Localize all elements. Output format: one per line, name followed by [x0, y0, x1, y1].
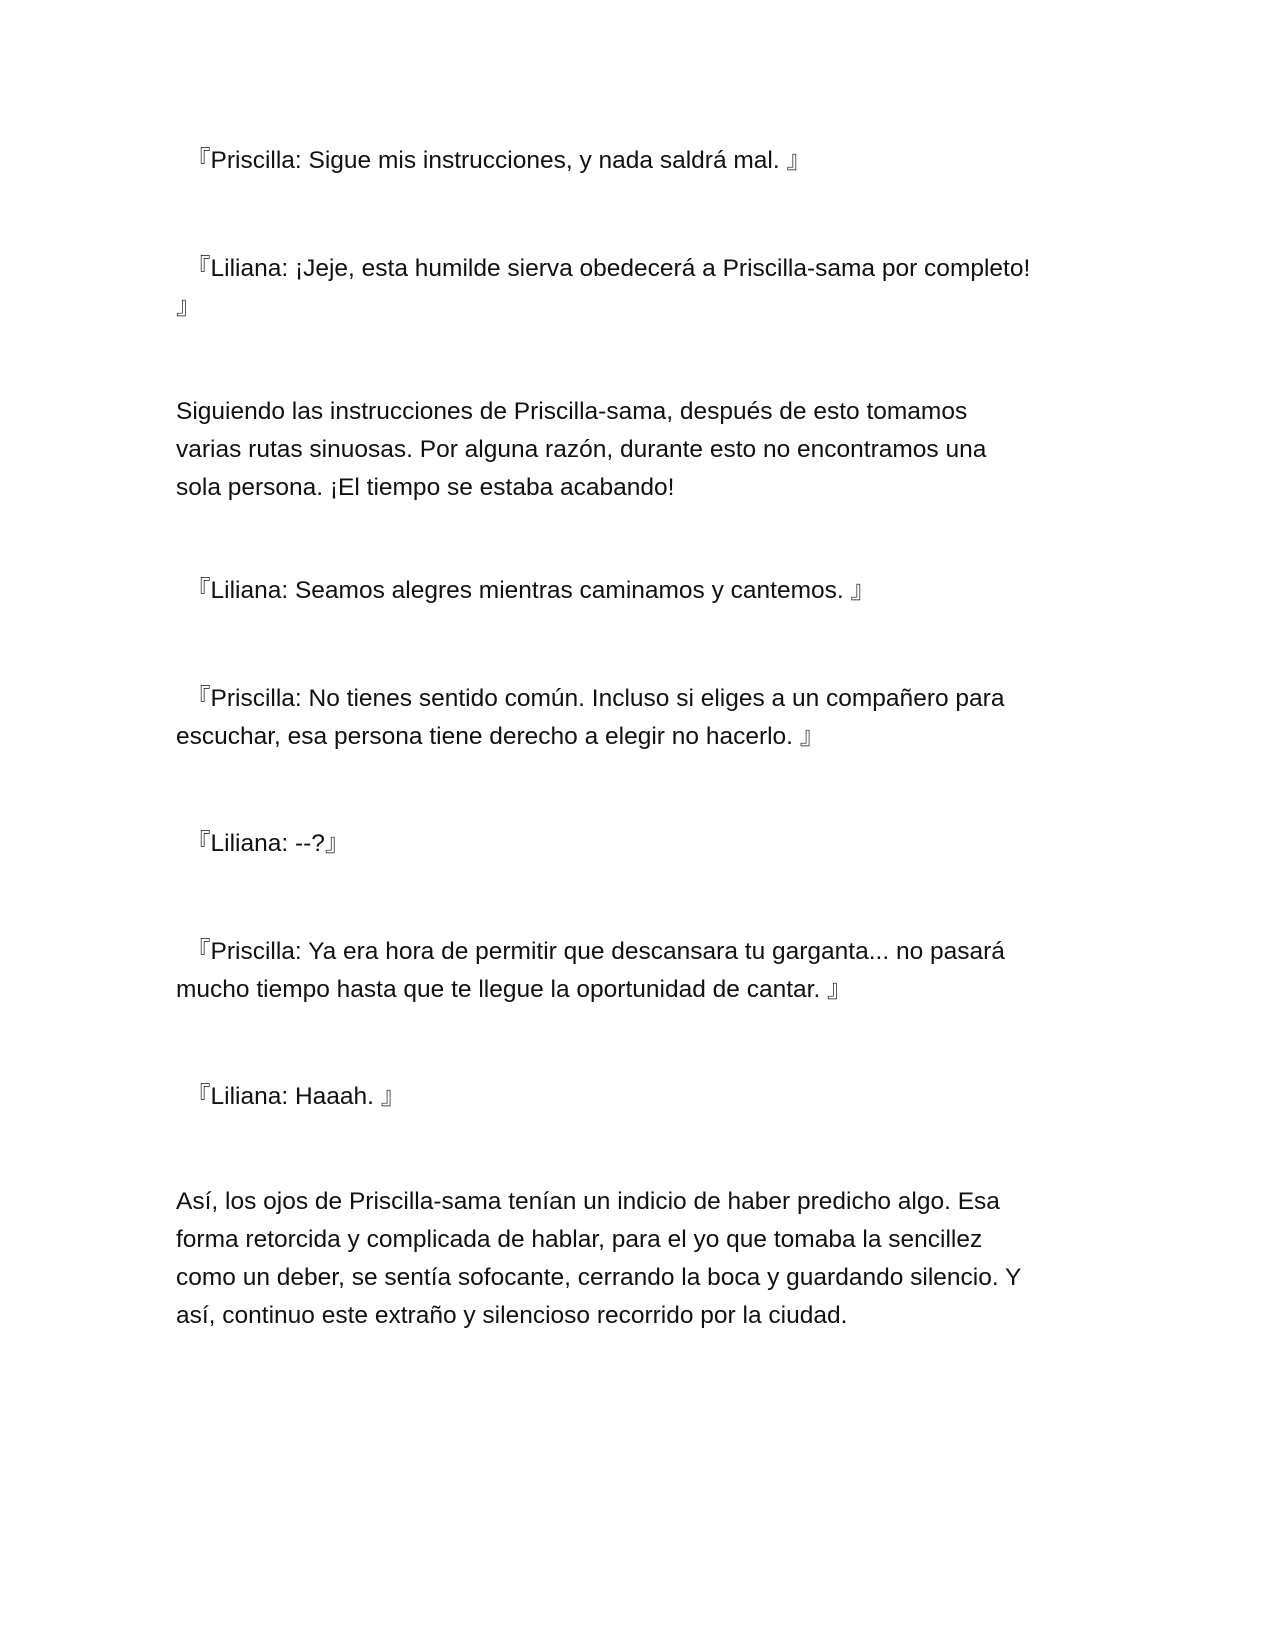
text-line: varias rutas sinuosas. Por alguna razón, durante esto no encontramos una — [176, 436, 987, 463]
text-line: así, continuo este extraño y silencioso recorrido por la ciudad. — [176, 1302, 848, 1329]
narration-paragraph-2 — [176, 1183, 1096, 1335]
text-line: 』 — [176, 293, 201, 320]
dialogue-liliana-4 — [176, 1078, 1096, 1116]
text-line: 『Liliana: Haaah. 』 — [186, 1083, 406, 1110]
dialogue-liliana-3 — [176, 825, 1096, 863]
dialogue-priscilla-1 — [176, 142, 1096, 180]
text-line: 『Priscilla: Ya era hora de permitir que descansara tu garganta... no pasará — [186, 938, 1005, 965]
dialogue-priscilla-3 — [176, 933, 1096, 1009]
text-line: Así, los ojos de Priscilla-sama tenían un indicio de haber predicho algo. Esa — [176, 1188, 1000, 1215]
dialogue-liliana-2 — [176, 572, 1096, 610]
text-line: 『Liliana: Seamos alegres mientras caminamos y cantemos. 』 — [186, 577, 876, 604]
text-line: forma retorcida y complicada de hablar, para el yo que tomaba la sencillez — [176, 1226, 983, 1253]
text-line: como un deber, se sentía sofocante, cerrando la boca y guardando silencio. Y — [176, 1264, 1022, 1291]
text-line: 『Priscilla: No tienes sentido común. Incluso si eliges a un compañero para — [186, 685, 1005, 712]
text-line: mucho tiempo hasta que te llegue la oportunidad de cantar. 』 — [176, 976, 852, 1003]
narration-paragraph-1 — [176, 393, 1096, 507]
text-line: 『Liliana: ¡Jeje, esta humilde sierva obedecerá a Priscilla-sama por completo! — [186, 255, 1031, 282]
text-line: 『Liliana: --?』 — [186, 830, 350, 857]
dialogue-priscilla-2 — [176, 680, 1096, 756]
dialogue-liliana-1 — [176, 250, 1096, 326]
text-line: Siguiendo las instrucciones de Priscilla-sama, después de esto tomamos — [176, 398, 968, 425]
text-line: sola persona. ¡El tiempo se estaba acabando! — [176, 474, 675, 501]
text-line: 『Priscilla: Sigue mis instrucciones, y nada saldrá mal. 』 — [186, 147, 811, 174]
text-line: escuchar, esa persona tiene derecho a elegir no hacerlo. 』 — [176, 723, 825, 750]
